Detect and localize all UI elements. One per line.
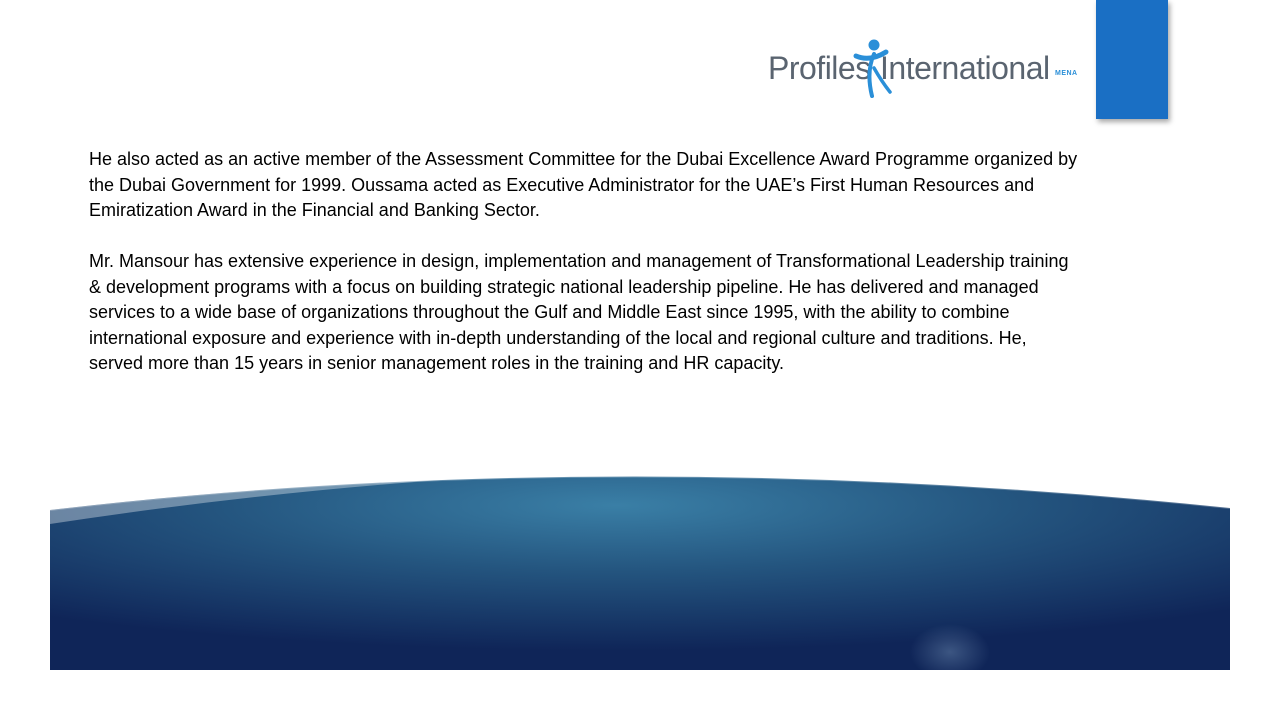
logo-name-right: International xyxy=(880,50,1050,86)
logo-region: MENA xyxy=(1055,70,1078,77)
paragraph-2: Mr. Mansour has extensive experience in design, implementation and management of Transformational Leadership training & development programs with a focus on building strategic national leadership pipeline. He has delivered and managed services to a wide base of organizations throughout the Gulf and Middle East since 1995, with the ability to combine international exposure and experience with in-depth understanding of the local and regional culture and traditions. He, served more than 15 years in senior management roles in the training and HR capacity. xyxy=(89,251,1069,373)
paragraph-1: He also acted as an active member of the Assessment Committee for the Dubai Excellence Award Programme organized by the Dubai Government for 1999. Oussama acted as Executive Administrator for the UAE’s First Human Resources and Emiratization Award in the Financial and Banking Sector. xyxy=(89,149,1078,220)
accent-bar xyxy=(1096,0,1168,119)
body-text xyxy=(89,147,1079,377)
logo-name-left: Profiles xyxy=(768,50,871,86)
decorative-wave-band xyxy=(50,466,1230,670)
company-logo xyxy=(768,38,1088,102)
